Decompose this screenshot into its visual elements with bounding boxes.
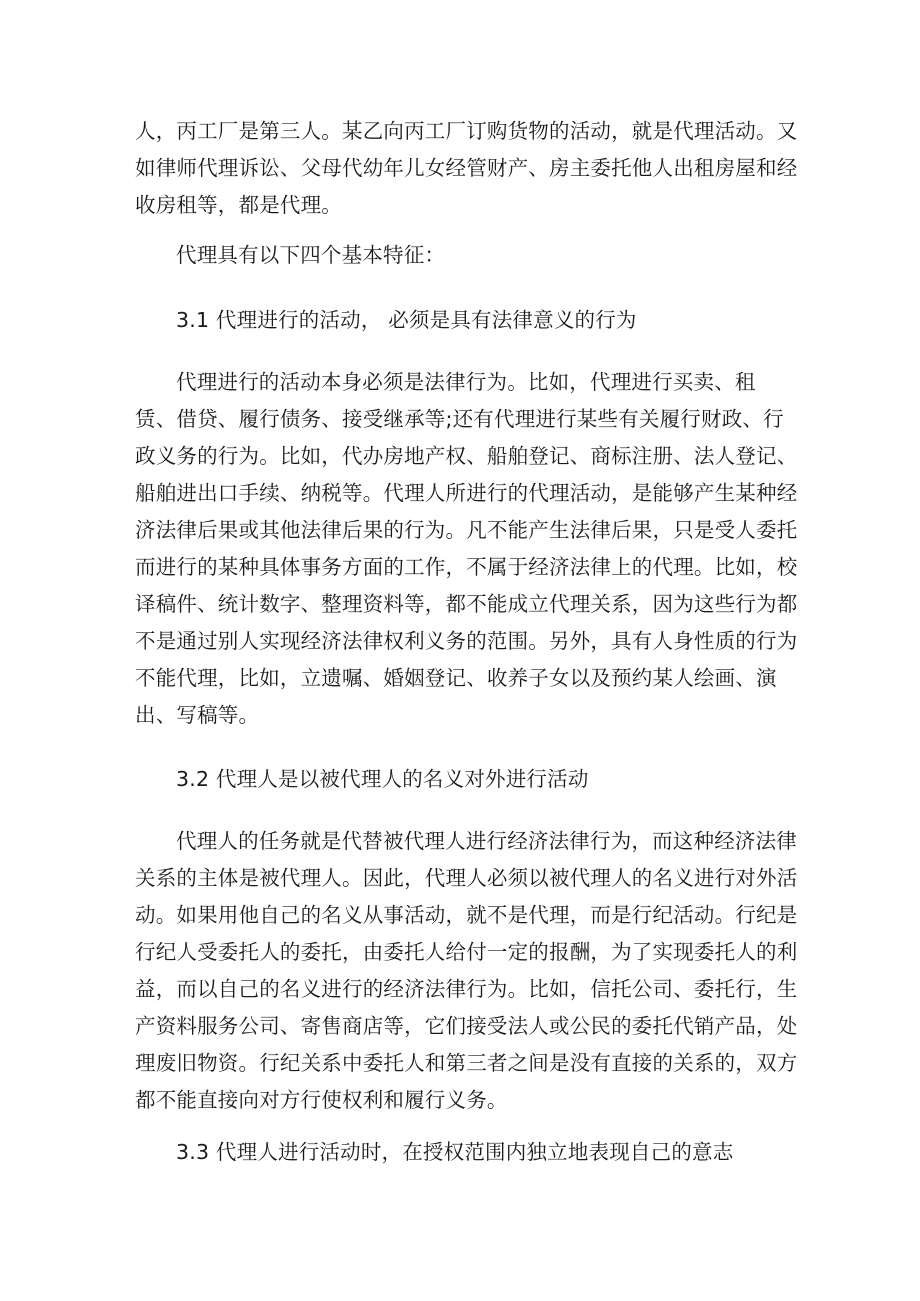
paragraph-line: 代理具有以下四个基本特征： [176, 243, 446, 267]
paragraph-line: 收房租等，都是代理。 [135, 193, 342, 217]
section-heading: 3.2 代理人是以被代理人的名义对外进行活动 [176, 767, 589, 791]
paragraph-line: 理废旧物资。行纪关系中委托人和第三者之间是没有直接的关系的，双方 [135, 1051, 798, 1075]
paragraph-line: 不是通过别人实现经济法律权利义务的范围。另外，具有人身性质的行为 [135, 629, 798, 653]
paragraph-line: 济法律后果或其他法律后果的行为。凡不能产生法律后果，只是受人委托 [135, 518, 798, 542]
paragraph-line: 人，丙工厂是第三人。某乙向丙工厂订购货物的活动，就是代理活动。又 [135, 119, 798, 143]
paragraph-line: 关系的主体是被代理人。因此，代理人必须以被代理人的名义进行对外活 [135, 866, 798, 890]
paragraph-line: 动。如果用他自己的名义从事活动，就不是代理，而是行纪活动。行纪是 [135, 903, 798, 927]
paragraph-line: 益，而以自己的名义进行的经济法律行为。比如，信托公司、委托行，生 [135, 977, 798, 1001]
paragraph-line: 赁、借贷、履行债务、接受继承等;还有代理进行某些有关履行财政、行 [135, 407, 784, 431]
paragraph-line: 都不能直接向对方行使权利和履行义务。 [135, 1088, 508, 1112]
paragraph-line: 出、写稿等。 [135, 703, 260, 727]
paragraph-line: 行纪人受委托人的委托，由委托人给付一定的报酬，为了实现委托人的利 [135, 940, 798, 964]
paragraph-line: 代理进行的活动本身必须是法律行为。比如，代理进行买卖、租 [176, 370, 756, 394]
section-heading: 3.1 代理进行的活动， 必须是具有法律意义的行为 [176, 308, 637, 332]
section-heading: 3.3 代理人进行活动时，在授权范围内独立地表现自己的意志 [176, 1140, 734, 1164]
paragraph-line: 如律师代理诉讼、父母代幼年儿女经管财产、房主委托他人出租房屋和经 [135, 156, 798, 180]
paragraph-line: 产资料服务公司、寄售商店等，它们接受法人或公民的委托代销产品，处 [135, 1014, 798, 1038]
paragraph-line: 不能代理，比如，立遗嘱、婚姻登记、收养子女以及预约某人绘画、演 [135, 666, 777, 690]
paragraph-line: 代理人的任务就是代替被代理人进行经济法律行为，而这种经济法律 [176, 829, 797, 853]
paragraph-line: 船舶进出口手续、纳税等。代理人所进行的代理活动，是能够产生某种经 [135, 481, 798, 505]
paragraph-line: 译稿件、统计数字、整理资料等，都不能成立代理关系，因为这些行为都 [135, 592, 798, 616]
paragraph-line: 而进行的某种具体事务方面的工作，不属于经济法律上的代理。比如，校 [135, 555, 798, 579]
paragraph-line: 政义务的行为。比如，代办房地产权、船舶登记、商标注册、法人登记、 [135, 444, 798, 468]
